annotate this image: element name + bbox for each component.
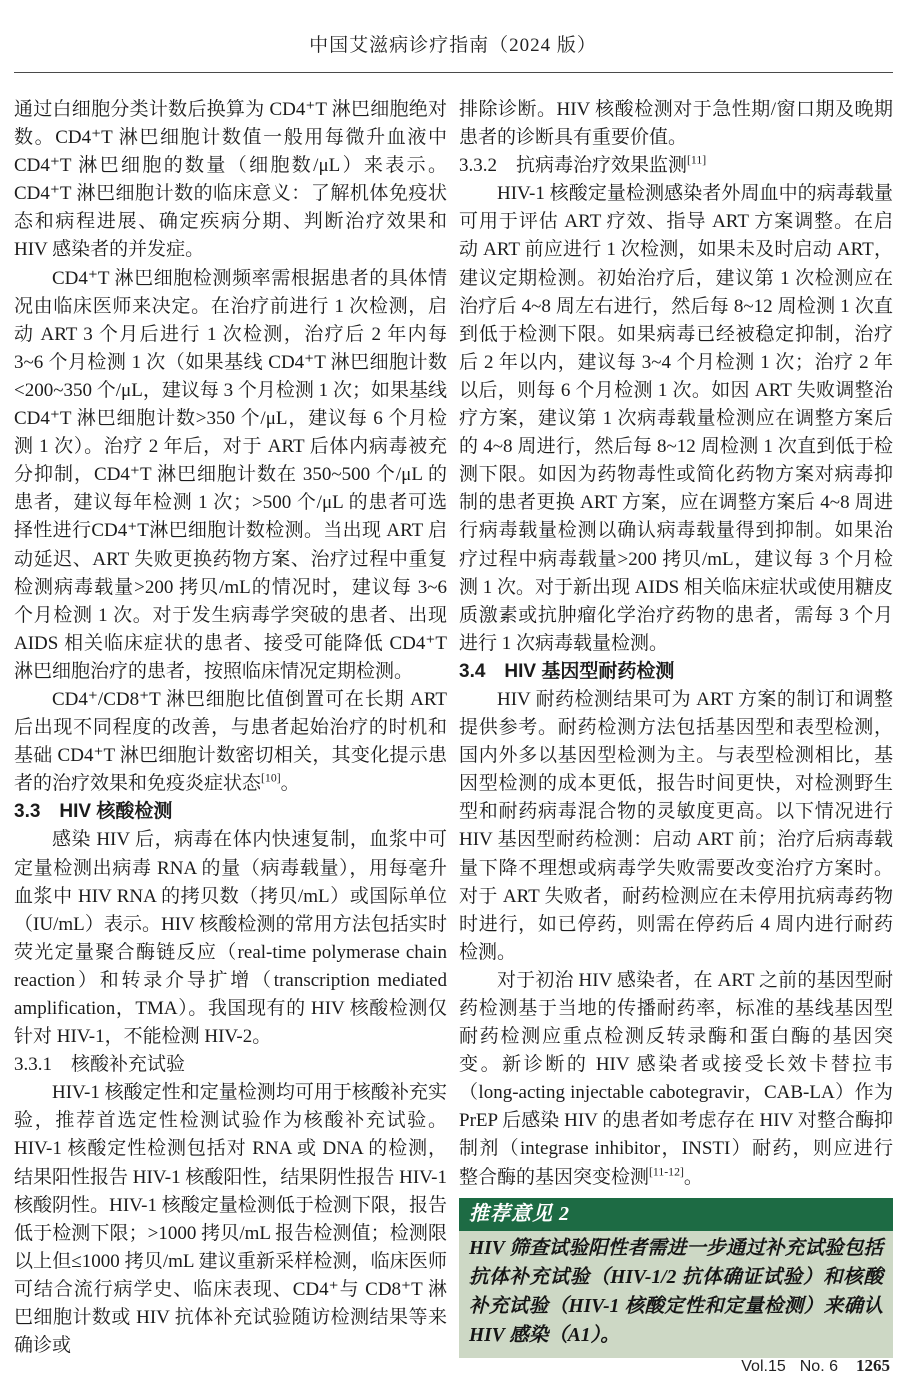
- paragraph: HIV-1 核酸定性和定量检测均可用于核酸补充实验，推荐首选定性检测试验作为核酸补充试验。HIV-1 核酸定性检测包括对 RNA 或 DNA 的检测，结果阳性报告 HIV-1 核酸阳性，结果阴性报告 HIV-1 核酸阴性。HIV-1 核酸定量检测低于检测下限，报告低于检测下限；>1000 拷贝/mL 报告检测值；检测限以上但≤1000 拷贝/mL 建议重新采样检测，临床医师可结合流行病学史、临床表现、CD4⁺与 CD8⁺T 淋巴细胞计数或 HIV 抗体补充试验随访检测结果等来确诊或: [14, 1082, 447, 1357]
- citation-reference: [10]: [261, 771, 281, 785]
- recommendation-box: [459, 1198, 893, 1358]
- subsection-heading: 3.3.2 抗病毒治疗效果监测[11]: [459, 153, 707, 177]
- paragraph: 通过白细胞分类计数后换算为 CD4⁺T 淋巴细胞绝对数。CD4⁺T 淋巴细胞计数值一般用每微升血液中 CD4⁺T 淋巴细胞的数量（细胞数/μL）来表示。CD4⁺T 淋巴细胞计数的临床意义：了解机体免疫状态和病程进展、确定疾病分期、判断治疗效果和 HIV 感染者的并发症。: [14, 99, 447, 261]
- right-column: [459, 96, 893, 1358]
- recommendation-box-body: HIV 筛查试验阳性者需进一步通过补充试验包括抗体补充试验（HIV-1/2 抗体确证试验）和核酸补充试验（HIV-1 核酸定性和定量检测）来确认 HIV 感染（A1）。: [459, 1231, 893, 1358]
- paragraph: CD4⁺/CD8⁺T 淋巴细胞比值倒置可在长期 ART 后出现不同程度的改善，与患者起始治疗的时机和基础 CD4⁺T 淋巴细胞计数密切相关，其变化提示患者的治疗效果和免疫炎症状态[10]。: [14, 688, 447, 795]
- citation-reference: [11]: [687, 153, 707, 167]
- paragraph: HIV 耐药检测结果可为 ART 方案的制订和调整提供参考。耐药检测方法包括基因型和表型检测，国内外多以基因型检测为主。与表型检测相比，基因型检测的成本更低，报告时间更快，对检测野生型和耐药病毒混合物的灵敏度更高。以下情况进行 HIV 基因型耐药检测：启动 ART 前；治疗后病毒载量下降不理想或病毒学失败需要改变治疗方案时。对于 ART 失败者，耐药检测应在未停用抗病毒药物时进行，如已停药，则需在停药后 4 周内进行耐药检测。: [459, 688, 893, 963]
- paragraph: CD4⁺T 淋巴细胞检测频率需根据患者的具体情况由临床医师来决定。在治疗前进行 1 次检测，启动 ART 3 个月后进行 1 次检测，治疗后 2 年内每 3~6 个月检测 1 次（如果基线 CD4⁺T 淋巴细胞计数<200~350 个/μL，建议每 3 个月检测 1 次；如果基线 CD4⁺T 淋巴细胞计数>350 个/μL，建议每 6 个月检测 1 次）。治疗 2 年后，对于 ART 后体内病毒被充分抑制，CD4⁺T 淋巴细胞计数在 350~500 个/μL 的患者，建议每年检测 1 次；>500 个/μL 的患者可选择性进行CD4⁺T淋巴细胞计数检测。当出现 ART 启动延迟、ART 失败更换药物方案、治疗过程中重复检测病毒载量>200 拷贝/mL的情况时，建议每 3~6 个月检测 1 次。对于发生病毒学突破的患者、出现 AIDS 相关临床症状的患者、接受可能降低 CD4⁺T 淋巴细胞治疗的患者，按照临床情况定期检测。: [14, 267, 447, 682]
- paragraph: 排除诊断。HIV 核酸检测对于急性期/窗口期及晚期患者的诊断具有重要价值。: [459, 99, 893, 149]
- paragraph: 对于初治 HIV 感染者，在 ART 之前的基因型耐药检测基于当地的传播耐药率，标准的基线基因型耐药检测应重点检测反转录酶和蛋白酶的基因突变。新诊断的 HIV 感染者或接受长效卡替拉韦（long-acting injectable cabotegravir，CAB-LA）作为 PrEP 后感染 HIV 的患者如考虑存在 HIV 对整合酶抑制剂（integrase inhibitor，INSTI）耐药，则应进行整合酶的基因突变检测[11-12]。: [459, 969, 893, 1188]
- issue-label: No. 6: [799, 1358, 838, 1375]
- journal-title: 中国艾滋病诊疗指南（2024 版）: [309, 35, 597, 56]
- page-number: 1265: [856, 1356, 890, 1375]
- recommendation-box-title: 推荐意见 2: [459, 1198, 893, 1231]
- paragraph: 感染 HIV 后，病毒在体内快速复制，血浆中可定量检测出病毒 RNA 的量（病毒载量），用每毫升血浆中 HIV RNA 的拷贝数（拷贝/mL）或国际单位（IU/mL）表示。HIV 核酸检测的常用方法包括实时荧光定量聚合酶链反应（real-time polymerase chain reaction）和转录介导扩增（transcription mediated amplification，TMA）。我国现有的 HIV 核酸检测仅针对 HIV-1，不能检测 HIV-2。: [14, 829, 447, 1048]
- header-divider: [14, 72, 893, 73]
- citation-reference: [11-12]: [649, 1165, 684, 1179]
- left-column: [14, 96, 447, 1360]
- paragraph: HIV-1 核酸定量检测感染者外周血中的病毒载量可用于评估 ART 疗效、指导 ART 方案调整。在启动 ART 前应进行 1 次检测，如果未及时启动 ART，建议定期检测。初始治疗后，建议第 1 次检测应在治疗后 4~8 周左右进行，然后每 8~12 周检测 1 次直到低于检测下限。如果病毒已经被稳定抑制，治疗后 2 年以内，建议每 3~4 个月检测 1 次；治疗 2 年以后，则每 6 个月检测 1 次。如因 ART 失败调整治疗方案，建议第 1 次病毒载量检测应在调整方案后的 4~8 周进行，然后每 8~12 周检测 1 次直到低于检测下限。如因为药物毒性或简化药物方案对病毒抑制的患者更换 ART 方案，应在调整方案后 4~8 周进行病毒载量检测以确认病毒载量得到抑制。如果治疗过程中病毒载量>200 拷贝/mL，建议每 3 个月检测 1 次。对于新出现 AIDS 相关临床症状或使用糖皮质激素或抗肿瘤化学治疗药物的患者，需每 3 个月进行 1 次病毒载量检测。: [459, 183, 893, 654]
- subsection-heading: 3.3.1 核酸补充试验: [14, 1054, 186, 1076]
- section-heading: 3.4 HIV 基因型耐药检测: [459, 660, 675, 682]
- volume-label: Vol.15: [741, 1358, 786, 1375]
- page-footer: [741, 1356, 890, 1376]
- section-heading: 3.3 HIV 核酸检测: [14, 801, 173, 823]
